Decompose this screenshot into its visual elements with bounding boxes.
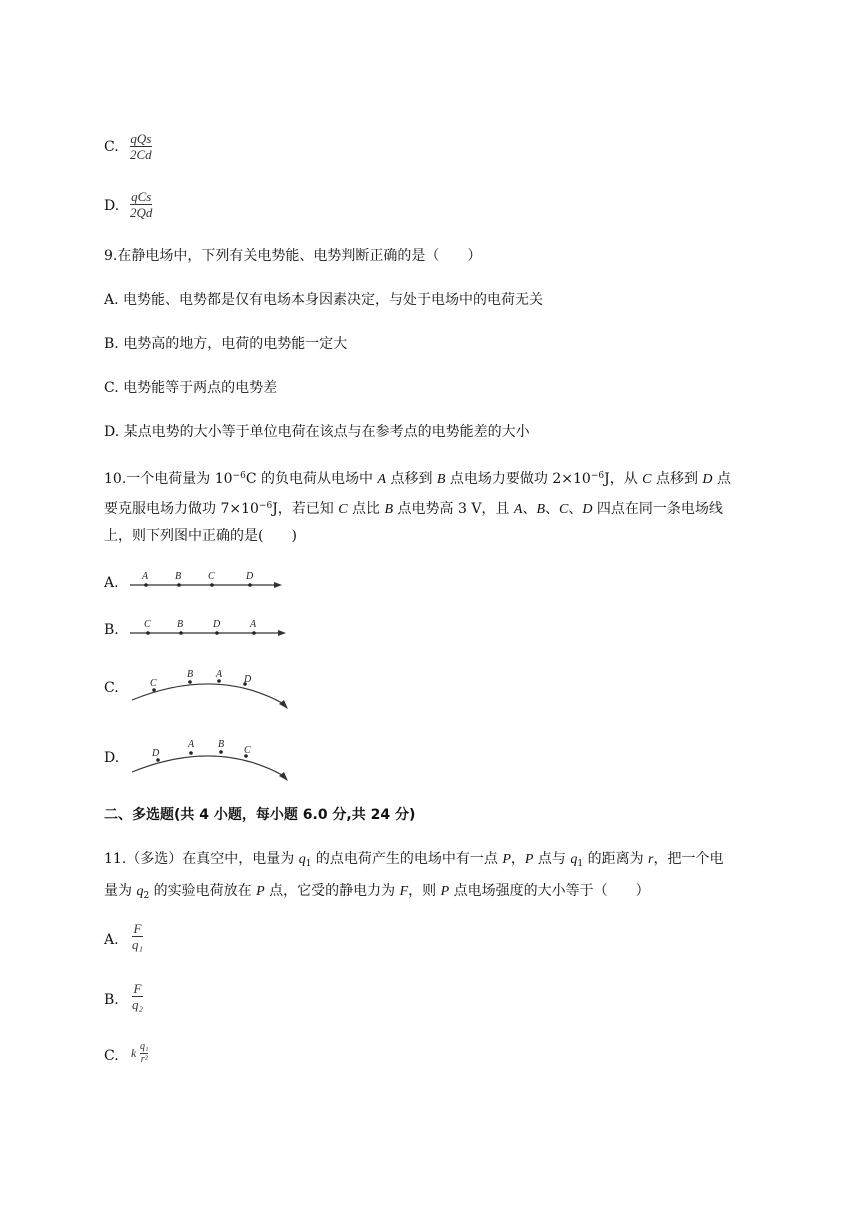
- q9-option-d: D. 某点电势的大小等于单位电荷在该点与在参考点的电势能差的大小: [104, 424, 530, 440]
- q11-option-b-label: B.: [104, 992, 119, 1008]
- denominator: 2Cd: [130, 147, 152, 162]
- point-label: C: [150, 678, 157, 689]
- q11-option-b-fraction: F q₂: [132, 981, 144, 1012]
- point-label: B: [218, 739, 225, 750]
- q11-option-c-fraction: q₁ r²: [140, 1041, 149, 1065]
- q10-option-a-figure: [126, 566, 286, 594]
- point-label: C: [144, 619, 151, 630]
- point-label: A: [216, 669, 223, 680]
- numerator: qCs: [131, 189, 152, 204]
- q8-option-d-label: D.: [104, 198, 120, 214]
- q8-option-c-label: C.: [104, 139, 119, 155]
- q11-option-c-label: C.: [104, 1048, 119, 1064]
- q10-option-c-figure: [126, 662, 296, 714]
- point-label: C: [244, 745, 251, 756]
- denominator: 2Qd: [130, 205, 153, 220]
- q11-stem-line1: 11.（多选）在真空中，电量为 $q_1$ 的点电荷产生的电场中有一点 P，P 点与 $q_1$ 的距离为 r，把一个电: [104, 851, 724, 869]
- point-label: B: [175, 571, 182, 582]
- point-label: C: [208, 571, 215, 582]
- point-label: D: [152, 748, 160, 759]
- q10-stem-line1: 10.一个电荷量为 $10^{-6}C$ 的负电荷从电场中 A 点移到 B 点电场力要做功 $2\times 10^{-6}J$，从 C 点移到 D 点: [104, 471, 731, 487]
- q9-option-c: C. 电势能等于两点的电势差: [104, 380, 278, 396]
- point-label: B: [177, 619, 184, 630]
- q9-option-b: B. 电势高的地方，电荷的电势能一定大: [104, 336, 348, 352]
- q11-option-a-fraction: F q₁: [132, 921, 144, 952]
- point-label: A: [188, 739, 195, 750]
- q10-option-c-label: C.: [104, 680, 119, 696]
- q10-stem-line2: 要克服电场力做功 $7\times 10^{-6}J$，若已知 C 点比 B 点电势高 3 V，且 A、B、C、D 四点在同一条电场线: [104, 501, 723, 517]
- point-label: B: [187, 669, 194, 680]
- point-label: A: [250, 619, 257, 630]
- numerator: qQs: [130, 131, 152, 146]
- section-heading: 二、多选题(共 4 小题，每小题 6.0 分,共 24 分): [104, 807, 416, 823]
- point-label: A: [142, 571, 149, 582]
- q8-option-c-fraction: [130, 132, 152, 161]
- q9-stem: 9.在静电场中，下列有关电势能、电势判断正确的是（ ）: [104, 248, 482, 264]
- q10-option-b-label: B.: [104, 622, 119, 638]
- q10-option-a-label: A.: [104, 575, 119, 591]
- q8-option-d-fraction: [130, 190, 152, 219]
- q10-stem-line3: 上，则下列图中正确的是( ): [104, 528, 297, 544]
- q10-option-b-figure: [126, 614, 290, 642]
- q9-option-a: A. 电势能、电势都是仅有电场本身因素决定，与处于电场中的电荷无关: [104, 292, 544, 308]
- q11-stem-line2: 量为 $q_2$ 的实验电荷放在 P 点，它受的静电力为 F，则 P 点电场强度的大小等于（ ）: [104, 883, 650, 901]
- q11-option-a-label: A.: [104, 932, 119, 948]
- q10-option-d-label: D.: [104, 750, 120, 766]
- q10-option-d-figure: [126, 734, 296, 784]
- point-label: D: [213, 619, 221, 630]
- point-label: D: [246, 571, 254, 582]
- point-label: D: [244, 674, 252, 685]
- constant-k: k: [131, 1046, 137, 1060]
